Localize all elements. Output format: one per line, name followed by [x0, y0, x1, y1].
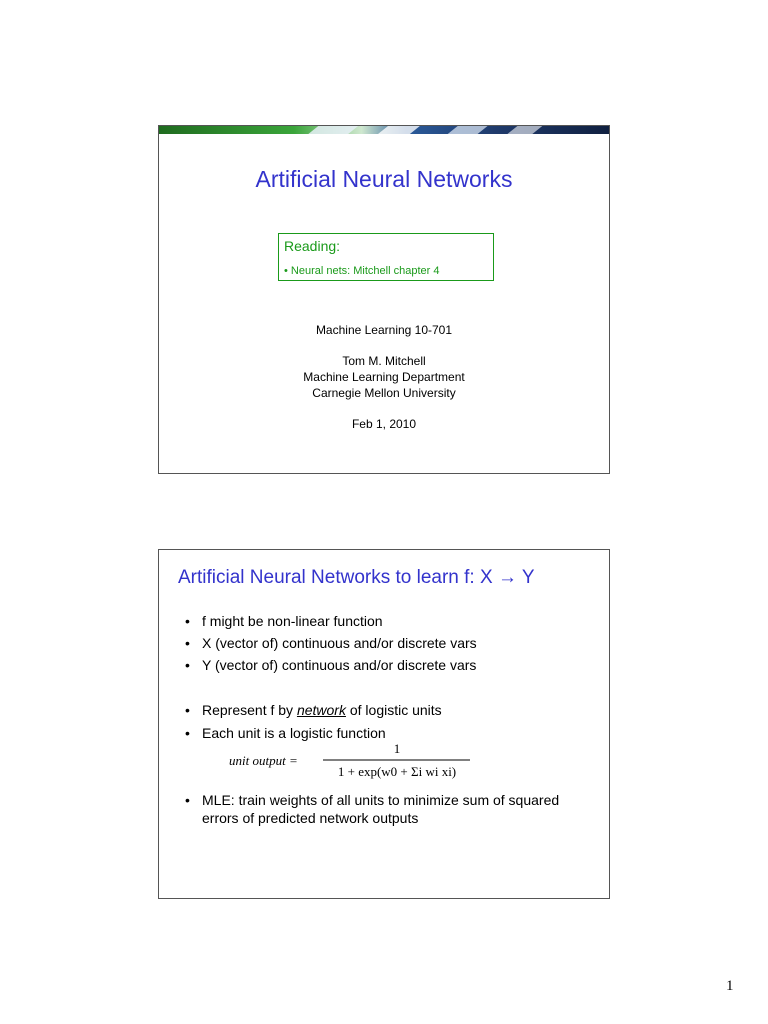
reading-item: • Neural nets: Mitchell chapter 4	[284, 265, 440, 277]
reading-label: Reading:	[284, 238, 341, 254]
bullet-text: f might be non-linear function	[202, 613, 383, 629]
bullet-text: Each unit is a logistic function	[202, 725, 386, 741]
author-name: Tom M. Mitchell	[342, 354, 426, 368]
network-emphasis: network	[296, 702, 346, 718]
content-slide	[158, 549, 610, 899]
represent-suffix: of logistic units	[345, 702, 442, 718]
bullet-symbol: •	[185, 725, 190, 741]
lecture-date: Feb 1, 2010	[351, 417, 417, 431]
bullet-text	[202, 701, 597, 719]
header-decor-bar	[159, 126, 609, 134]
bullet-text: MLE: train weights of all units to minimize sum of squared errors of predicted network outputs	[202, 792, 560, 826]
bullet-symbol: •	[185, 657, 190, 673]
title-slide	[158, 125, 610, 474]
logistic-formula	[229, 740, 474, 782]
formula-lhs: unit output =	[229, 753, 298, 768]
bullet-symbol: •	[185, 613, 190, 629]
formula-denominator: 1 + exp(w0 + Σi wi xi)	[337, 764, 457, 779]
page-number: 1	[726, 978, 734, 994]
slide-title: Artificial Neural Networks to learn f: X → Y	[178, 567, 535, 588]
formula-numerator: 1	[393, 741, 401, 756]
reading-box	[278, 233, 494, 281]
bullet-symbol: •	[185, 635, 190, 651]
university-name: Carnegie Mellon University	[312, 386, 456, 400]
bullet-text: Y (vector of) continuous and/or discrete vars	[202, 657, 477, 673]
course-name: Machine Learning 10-701	[315, 323, 453, 337]
bullet-text: X (vector of) continuous and/or discrete vars	[202, 635, 477, 651]
bullet-symbol: •	[185, 792, 190, 808]
bullet-symbol: •	[185, 702, 190, 718]
slide-title: Artificial Neural Networks	[255, 166, 513, 192]
department-name: Machine Learning Department	[303, 370, 465, 384]
represent-prefix: Represent f by	[202, 702, 297, 718]
